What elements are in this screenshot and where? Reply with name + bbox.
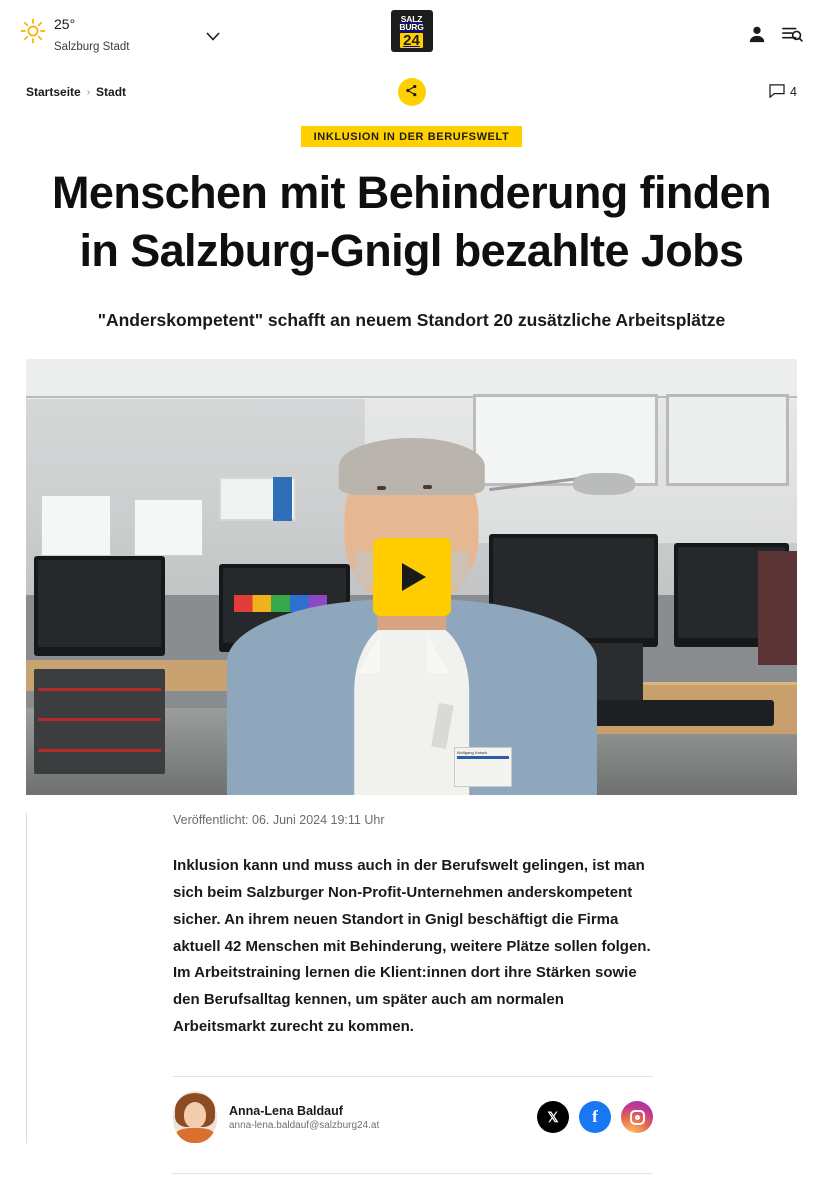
id-badge-name: Wolfgang Kaiseh [456,750,488,756]
share-icon [405,84,418,100]
page-title: Menschen mit Behinderung finden in Salzburg-Gnigl bezahlte Jobs [52,167,771,276]
breadcrumb [26,85,126,99]
breadcrumb-item-stadt[interactable]: Stadt [96,85,127,99]
avatar [173,1091,217,1143]
comments-indicator[interactable] [769,84,797,101]
breadcrumb-item-home[interactable]: Startseite [26,85,81,99]
share-facebook-button[interactable] [579,1101,611,1133]
header-actions [747,24,803,44]
facebook-icon: f [592,1107,598,1127]
logo-badge: 24 [400,33,423,48]
user-account-icon[interactable] [747,24,767,44]
article-subtitle: "Anderskompetent" schafft an neuem Standort 20 zusätzliche Arbeitsplätze [97,310,726,331]
weather-temperature: 25° [54,15,76,32]
logo-line2: BURG [399,21,424,32]
weather-widget[interactable] [20,14,220,55]
article-video-player[interactable] [26,359,797,795]
article [0,126,823,795]
play-button[interactable] [373,538,451,616]
content-divider [172,1173,652,1174]
breadcrumb-row [0,68,823,112]
x-twitter-icon: 𝕏 [547,1108,559,1125]
chevron-down-icon[interactable] [206,30,220,44]
author-info [229,1104,379,1131]
weather-text [54,14,129,55]
share-x-twitter-button[interactable] [537,1101,569,1133]
site-logo[interactable] [391,10,433,52]
author-name: Anna-Lena Baldauf [229,1103,343,1118]
publish-date: Veröffentlicht: 06. Juni 2024 19:11 Uhr [173,813,385,828]
social-share-buttons [537,1101,653,1133]
share-instagram-button[interactable] [621,1101,653,1133]
id-badge [454,747,512,786]
author-row [173,1076,653,1143]
author-email[interactable]: anna-lena.baldauf@salzburg24.at [229,1119,380,1131]
sun-icon [20,18,46,44]
kicker-wrap [26,126,797,147]
site-header [0,0,823,68]
breadcrumb-separator: › [86,86,91,98]
logo-line1: SALZ [400,13,423,24]
comments-count: 4 [790,85,797,99]
play-icon [402,563,426,591]
weather-location: Salzburg Stadt [54,41,130,54]
instagram-icon [630,1110,645,1125]
article-body [26,813,823,1143]
share-button[interactable] [398,78,426,106]
comment-icon [769,84,785,101]
article-kicker[interactable]: INKLUSION IN DER BERUFSWELT [301,126,523,147]
menu-search-icon[interactable] [781,24,803,44]
article-lead-paragraph: Inklusion kann und muss auch in der Berufswelt gelingen, ist man sich beim Salzburger Non-Profit-Unternehmen anderskompetent sicher. An ihrem neuen Standort in Gnigl beschäftigt die Firma aktuell 42 Menschen mit Behinderung, weitere Plätze sollen folgen. Im Arbeitstraining lernen die Klient:innen dort ihre Stärken sowie den Berufsalltag kennen, um später auch am normalen Arbeitsmarkt zurecht zu kommen. [173,857,651,1035]
